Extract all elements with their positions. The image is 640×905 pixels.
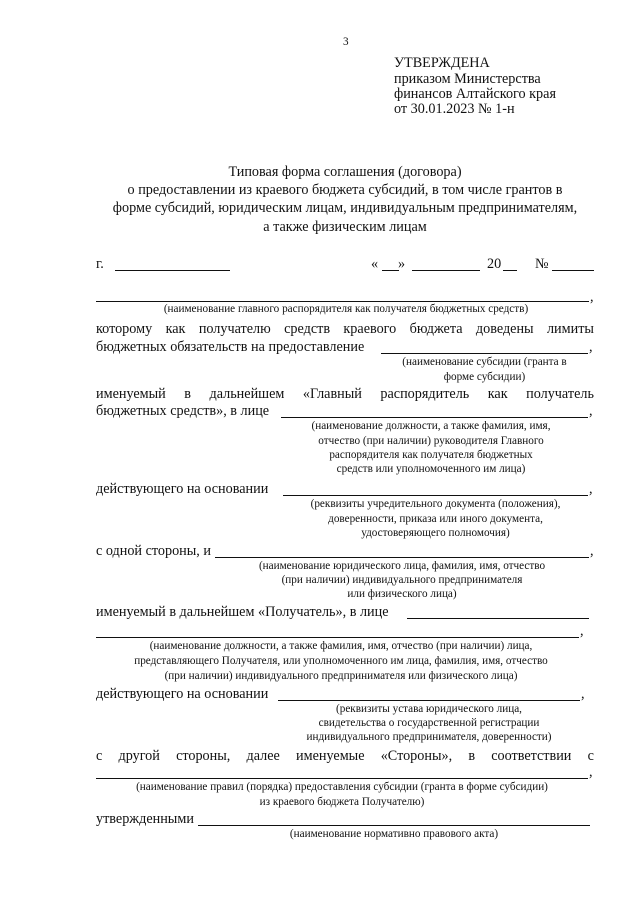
approval-date: от 30.01.2023 № 1-н [394, 101, 515, 117]
comma: , [589, 339, 593, 355]
city-blank [115, 270, 230, 271]
hint-basis-1: (реквизиты учредительного документа (положения), [310, 498, 561, 510]
word: получатель [526, 386, 594, 402]
recipient-name-blank [215, 557, 589, 558]
hint-rep-2: представляющего Получателя, или уполномоченного им лица, фамилия, имя, отчество [134, 655, 548, 667]
hint-rules-2: из краевого бюджета Получателю) [259, 796, 425, 808]
word: распорядитель [380, 386, 470, 402]
comma: , [589, 481, 593, 497]
word: соответствии [491, 748, 572, 764]
paragraph-limits-line [96, 321, 594, 338]
word: бюджета [409, 321, 463, 337]
rules-blank [96, 778, 588, 779]
word: стороны, [176, 748, 231, 764]
approved-by: утвержденными [96, 811, 194, 827]
hint-position-1: (наименование должности, а также фамилия, имя, [311, 420, 551, 432]
acting-basis-1: действующего на основании [96, 481, 269, 497]
city-prefix: г. [96, 256, 104, 272]
hint-charter-2: свидетельства о государственной регистрации [318, 717, 540, 729]
hint-subsidy-1: (наименование субсидии (гранта в [402, 356, 567, 368]
number-sign: № [535, 256, 549, 272]
hint-basis-2: доверенности, приказа или иного документа, [328, 513, 543, 525]
hint-charter-3: индивидуального предпринимателя, доверенности) [306, 731, 552, 743]
hint-main-manager: (наименование главного распорядителя как получателя бюджетных средств) [163, 303, 529, 315]
manager-position-blank [281, 417, 588, 418]
paragraph-obligations: бюджетных обязательств на предоставление [96, 339, 365, 355]
subsidy-name-blank [381, 353, 588, 354]
day-blank [382, 270, 399, 271]
paragraph-budget-funds: бюджетных средств», в лице [96, 403, 270, 419]
comma: , [581, 686, 585, 702]
page-number: 3 [343, 36, 349, 48]
word: в [184, 386, 191, 402]
number-blank [552, 270, 594, 271]
word: далее [246, 748, 280, 764]
quote-open: « [371, 256, 379, 272]
hint-position-2: отчество (при наличии) руководителя Главного [318, 435, 544, 447]
legal-act-blank [198, 825, 590, 826]
other-side-line [96, 748, 594, 765]
comma: , [589, 764, 593, 780]
acting-basis-2: действующего на основании [96, 686, 269, 702]
month-blank [412, 270, 480, 271]
paragraph-named-line [96, 386, 594, 403]
recipient-rep-blank-1 [407, 618, 589, 619]
word: именуемый [96, 386, 166, 402]
recipient-rep-blank-2 [96, 637, 579, 638]
hint-basis-3: удостоверяющего полномочия) [361, 527, 510, 539]
comma: , [580, 623, 584, 639]
hint-rep-3: (при наличии) индивидуального предпринимателя или физического лица) [164, 670, 518, 682]
word: краевого [343, 321, 397, 337]
hint-charter-1: (реквизиты устава юридического лица, [336, 703, 522, 715]
hint-recipient-1: (наименование юридического лица, фамилия, имя, отчество [258, 560, 546, 572]
year-blank [503, 270, 517, 271]
hint-position-4: средств или уполномоченного им лица) [336, 463, 526, 475]
approval-ministry: финансов Алтайского края [394, 86, 556, 102]
word: в [468, 748, 476, 764]
word: «Стороны», [380, 748, 453, 764]
approval-order: приказом Министерства [394, 71, 541, 87]
approval-title: УТВЕРЖДЕНА [394, 55, 490, 71]
hint-recipient-2: (при наличии) индивидуального предпринимателя [281, 574, 523, 586]
hint-legal-act: (наименование нормативно правового акта) [289, 828, 499, 840]
doc-title-line-1: Типовая форма соглашения (договора) [228, 164, 462, 180]
manager-name-blank [96, 301, 589, 302]
hint-position-3: распорядителя как получателя бюджетных [329, 449, 533, 461]
quote-close: » [398, 256, 406, 272]
word: как [165, 321, 186, 337]
hint-rules-1: (наименование правил (порядка) предоставления субсидии (гранта в форме субсидии) [136, 781, 548, 793]
charter-blank [278, 700, 580, 701]
comma: , [590, 543, 594, 559]
hint-subsidy-2: форме субсидии) [443, 371, 526, 383]
word: дальнейшем [209, 386, 285, 402]
doc-title-line-4: а также физическим лицам [263, 219, 427, 235]
hint-rep-1: (наименование должности, а также фамилия, имя, отчество (при наличии) лица, [149, 640, 533, 652]
word: доведены [475, 321, 534, 337]
word: «Главный [302, 386, 362, 402]
word: как [487, 386, 508, 402]
word: с [587, 748, 594, 764]
word: получателю [198, 321, 271, 337]
comma: , [590, 289, 594, 305]
word: с [96, 748, 103, 764]
comma: , [589, 403, 593, 419]
year-prefix: 20 [487, 256, 502, 272]
doc-title-line-2: о предоставлении из краевого бюджета субсидий, в том числе грантов в [127, 182, 563, 198]
word: лимиты [546, 321, 594, 337]
one-side: с одной стороны, и [96, 543, 211, 559]
word: именуемые [296, 748, 365, 764]
doc-title-line-3: форме субсидий, юридическим лицам, индивидуальным предпринимателям, [112, 200, 578, 216]
basis-document-blank [283, 495, 588, 496]
hint-recipient-3: или физического лица) [347, 588, 457, 600]
word: другой [118, 748, 160, 764]
word: которому [96, 321, 153, 337]
word: средств [284, 321, 331, 337]
recipient-named: именуемый в дальнейшем «Получатель», в лице [96, 604, 389, 620]
